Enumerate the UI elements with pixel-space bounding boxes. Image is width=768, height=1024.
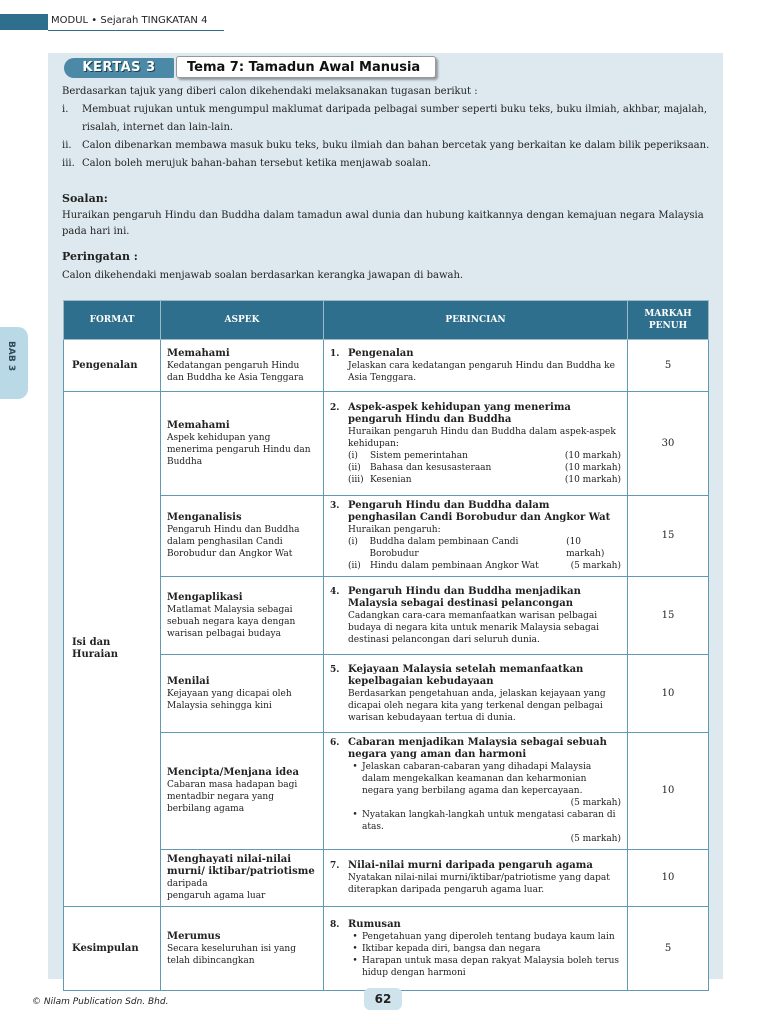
item-title: Nilai-nilai murni daripada pengaruh agama [348,860,593,871]
instruction-item [62,101,712,137]
peringatan-heading: Peringatan : [62,250,138,263]
soalan-text: Huraikan pengaruh Hindu dan Buddha dalam tamadun awal dunia dan hubung kaitkannya dengan kemajuan negara Malaysia pada hari ini. [62,210,704,237]
instruction-text: Membuat rujukan untuk mengumpul maklumat daripada pelbagai sumber seperti buku teks, buku ilmiah, akhbar, majalah, risalah, internet dan lain-lain. [82,104,708,133]
aspek-title: Mencipta/Menjana idea [167,767,299,778]
aspek-cell [161,907,324,991]
sub-num: (ii) [348,561,361,571]
bullet-item [348,931,621,943]
peringatan-text: Calon dikehendaki menjawab soalan berdasarkan kerangka jawapan di bawah. [62,270,464,281]
aspek-desc: Kejayaan yang dicapai oleh Malaysia sehingga kini [167,688,292,711]
sub-item [348,560,621,572]
sub-item [348,474,621,486]
aspek-desc: Aspek kehidupan yang menerima pengaruh Hindu dan Buddha [167,432,311,467]
tema-title: Tema 7: Tamadun Awal Manusia [176,56,436,78]
header-rule [48,30,224,31]
markah-cell: 5 [628,907,709,991]
aspek-cell [161,392,324,496]
table-header-row [64,301,709,340]
soalan-heading: Soalan: [62,192,108,205]
table-row [64,655,709,733]
bullet-icon: • [352,762,358,772]
table-row [64,496,709,577]
aspek-title: Menilai [167,675,210,687]
bullet-item [348,809,621,845]
bullet-icon: • [352,943,358,954]
item-title: Pengenalan [348,347,414,359]
aspek-cell [161,655,324,733]
table-row [64,850,709,907]
perincian-cell [324,907,628,991]
aspek-desc: pengaruh agama luar [167,891,266,901]
bullet-item [348,955,621,979]
bullet-item [348,761,621,809]
bullet-item [348,943,621,955]
instruction-text: Calon dibenarkan membawa masuk buku teks, buku ilmiah dan bahan bercetak yang berkaitan ke dalam bilik peperiksaan. [82,140,710,151]
sub-text: Hindu dalam pembinaan Angkor Wat [370,561,539,571]
item-title: Kejayaan Malaysia setelah memanfaatkan kepelbagaian kebudayaan [348,663,584,687]
chapter-tab [0,327,28,399]
publisher-credit: © Nilam Publication Sdn. Bhd. [32,997,169,1007]
sub-item [348,462,621,474]
item-title: Pengaruh Hindu dan Buddha menjadikan Malaysia sebagai destinasi pelancongan [348,585,581,609]
answer-framework-table [63,300,709,991]
chapter-tab-label: BAB 3 [6,341,16,372]
markah-cell: 30 [628,392,709,496]
item-num: 3. [330,501,340,511]
aspek-desc: Cabaran masa hadapan bagi mentadbir negara yang berbilang agama [167,780,298,814]
bullet-icon: • [352,810,358,820]
sub-mark: (5 markah) [570,561,621,571]
item-num: 1. [330,348,340,359]
markah-cell: 10 [628,850,709,907]
perincian-cell [324,850,628,907]
sub-mark: (10 markah) [564,474,621,485]
instruction-item [62,155,712,173]
sub-text: Buddha dalam pembinaan Candi Borobudur [369,537,519,559]
sub-text: Kesenian [370,474,412,485]
item-num: 5. [330,664,340,675]
item-num: 6. [330,738,340,748]
item-title: Cabaran menjadikan Malaysia sebagai sebuah negara yang aman dan harmoni [348,737,607,760]
item-desc: Huraikan pengaruh Hindu dan Buddha dalam aspek-aspek kehidupan: [348,426,616,449]
kertas-badge: KERTAS 3 [64,58,174,78]
markah-cell: 10 [628,733,709,850]
bullet-text: Pengetahuan yang diperoleh tentang budaya kaum lain [362,931,615,942]
bullet-text: Nyatakan langkah-langkah untuk mengatasi cabaran di atas. [362,810,616,832]
perincian-cell [324,340,628,392]
perincian-cell [324,496,628,577]
bullet-mark: (5 markah) [570,834,621,844]
sub-num: (i) [348,537,358,547]
header-format: FORMAT [64,301,161,340]
perincian-cell [324,655,628,733]
bullet-text: Jelaskan cabaran-cabaran yang dihadapi Malaysia dalam mengekalkan keamanan dan keharmonian negara yang berbilang agama dan kepercayaan. [362,762,592,796]
item-title: Rumusan [348,918,401,930]
aspek-title: Memahami [167,347,230,359]
instruction-text: Calon boleh merujuk bahan-bahan tersebut ketika menjawab soalan. [82,158,432,169]
item-num: 8. [330,919,340,930]
sub-num: (iii) [348,474,364,485]
bullet-icon: • [352,955,358,966]
markah-cell: 15 [628,577,709,655]
sub-item [348,450,621,462]
format-cell: Pengenalan [64,340,161,392]
aspek-desc: Kedatangan pengaruh Hindu dan Buddha ke Asia Tenggara [167,360,304,383]
aspek-tail: daripada [167,879,208,889]
perincian-cell [324,733,628,850]
aspek-title: Menghayati nilai-nilai murni/ iktibar/patriotisme [167,854,315,877]
item-desc: Nyatakan nilai-nilai murni/iktibar/patriotisme yang dapat diterapkan daripada pengaruh agama luar. [348,873,610,895]
table-row [64,907,709,991]
aspek-cell [161,577,324,655]
aspek-desc: Matlamat Malaysia sebagai sebuah negara kaya dengan warisan pelbagai budaya [167,604,296,639]
header-perincian: PERINCIAN [324,301,628,340]
format-cell: Kesimpulan [64,907,161,991]
table-row [64,733,709,850]
bullet-text: Iktibar kepada diri, bangsa dan negara [362,943,541,954]
aspek-cell [161,850,324,907]
sub-mark: (10 markah) [566,537,605,559]
instruction-num: ii. [62,140,72,151]
header-color-bar [0,14,48,30]
sub-text: Sistem pemerintahan [370,450,468,461]
item-num: 4. [330,586,340,597]
bullet-mark: (5 markah) [570,798,621,808]
aspek-title: Mengaplikasi [167,591,243,603]
bullet-icon: • [352,931,358,942]
aspek-desc: Pengaruh Hindu dan Buddha dalam penghasilan Candi Borobudur dan Angkor Wat [167,525,300,559]
page-number: 62 [364,988,402,1010]
table-row [64,577,709,655]
sub-mark: (10 markah) [564,450,621,461]
sub-num: (i) [348,450,358,461]
aspek-cell [161,340,324,392]
sub-item [348,536,621,560]
instructions [62,83,712,173]
perincian-cell [324,392,628,496]
sub-mark: (10 markah) [564,462,621,473]
header-aspek: ASPEK [161,301,324,340]
module-header: MODUL • Sejarah TINGKATAN 4 [51,15,208,26]
instructions-lead: Berdasarkan tajuk yang diberi calon dikehendaki melaksanakan tugasan berikut : [62,86,478,97]
item-desc: Jelaskan cara kedatangan pengaruh Hindu dan Buddha ke Asia Tenggara. [348,360,615,383]
aspek-desc: Secara keseluruhan isi yang telah dibincangkan [167,943,296,966]
header-markah: MARKAH PENUH [628,301,709,340]
table-row [64,392,709,496]
table-row [64,340,709,392]
item-desc: Huraikan pengaruh: [348,525,441,535]
item-num: 2. [330,402,340,413]
bullet-text: Harapan untuk masa depan rakyat Malaysia boleh terus hidup dengan harmoni [362,955,619,978]
aspek-title: Merumus [167,930,221,942]
item-title: Aspek-aspek kehidupan yang menerima pengaruh Hindu dan Buddha [348,401,571,425]
item-desc: Cadangkan cara-cara memanfaatkan warisan pelbagai budaya di negara kita untuk menarik Malaysia sebagai destinasi pelancongan dari seluruh dunia. [348,610,599,645]
sub-num: (ii) [348,462,361,473]
markah-cell: 5 [628,340,709,392]
instruction-num: iii. [62,158,75,169]
aspek-cell [161,496,324,577]
instruction-num: i. [62,104,69,115]
item-num: 7. [330,861,340,871]
item-desc: Berdasarkan pengetahuan anda, jelaskan kejayaan yang dicapai oleh negara kita yang terkenal dengan pelbagai warisan kebudayaan tertua di dunia. [348,688,606,723]
markah-cell: 15 [628,496,709,577]
aspek-title: Memahami [167,419,230,431]
item-title: Pengaruh Hindu dan Buddha dalam penghasilan Candi Borobudur dan Angkor Wat [348,500,611,523]
aspek-title: Menganalisis [167,512,242,523]
markah-cell: 10 [628,655,709,733]
aspek-cell [161,733,324,850]
instruction-item [62,137,712,155]
perincian-cell [324,577,628,655]
sub-text: Bahasa dan kesusasteraan [370,462,492,473]
format-cell: Isi dan Huraian [64,392,161,907]
